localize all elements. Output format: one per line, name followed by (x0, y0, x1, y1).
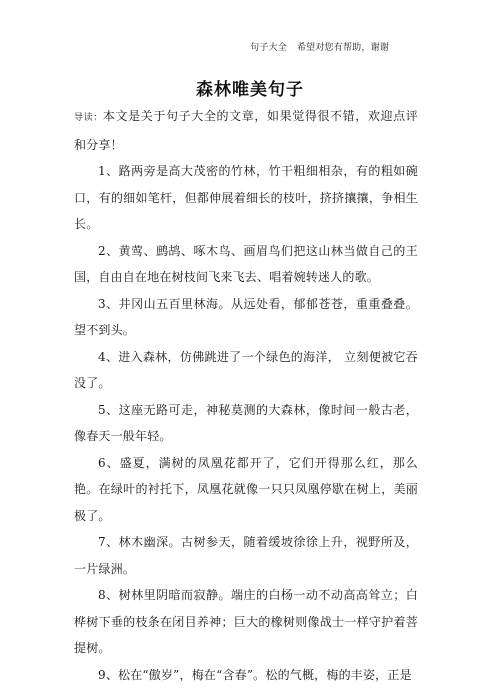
header-note: 希望对您有帮助，谢谢 (297, 43, 389, 53)
document-body (74, 103, 418, 688)
paragraph-7: 7、林木幽深。古树参天，随着缓坡徐徐上升，视野所及，一片绿洲。 (74, 529, 418, 582)
paragraph-9: 9、松在“傲岁”，梅在“含春”。松的气概，梅的丰姿，正是 (74, 662, 418, 688)
paragraph-8: 8、树林里阴暗而寂静。端庄的白杨一动不动高高耸立；白桦树下垂的枝条在闭目养神；巨大的橡树则像战士一样守护着菩提树。 (74, 582, 418, 662)
intro-label: 导读： (74, 113, 103, 123)
paragraph-6: 6、盛夏，满树的凤凰花都开了，它们开得那么红，那么艳。在绿叶的衬托下，凤凰花就像一只只凤凰停歇在树上，美丽极了。 (74, 450, 418, 530)
page-header (250, 40, 389, 53)
intro-text: 本文是关于句子大全的文章，如果觉得很不错，欢迎点评和分享！ (74, 109, 418, 152)
paragraph-4: 4、进入森林，仿佛跳进了一个绿色的海洋， 立刻便被它吞没了。 (74, 344, 418, 397)
intro-paragraph (74, 103, 418, 158)
paragraph-1: 1、路两旁是高大茂密的竹林，竹干粗细相杂，有的粗如碗口，有的细如笔杆，但都伸展着细长的枝叶，挤挤攘攘，争相生长。 (74, 158, 418, 238)
paragraph-5: 5、这座无路可走，神秘莫测的大森林，像时间一般古老，像春天一般年轻。 (74, 397, 418, 450)
header-category: 句子大全 (250, 43, 287, 53)
paragraph-3: 3、井冈山五百里林海。从远处看，郁郁苍苍，重重叠叠。望不到头。 (74, 291, 418, 344)
document-title: 森林唯美句子 (0, 75, 500, 100)
paragraph-2: 2、黄莺、鹧鸪、啄木鸟、画眉鸟们把这山林当做自己的王国，自由自在地在树枝间飞来飞去、唱着婉转迷人的歌。 (74, 238, 418, 291)
